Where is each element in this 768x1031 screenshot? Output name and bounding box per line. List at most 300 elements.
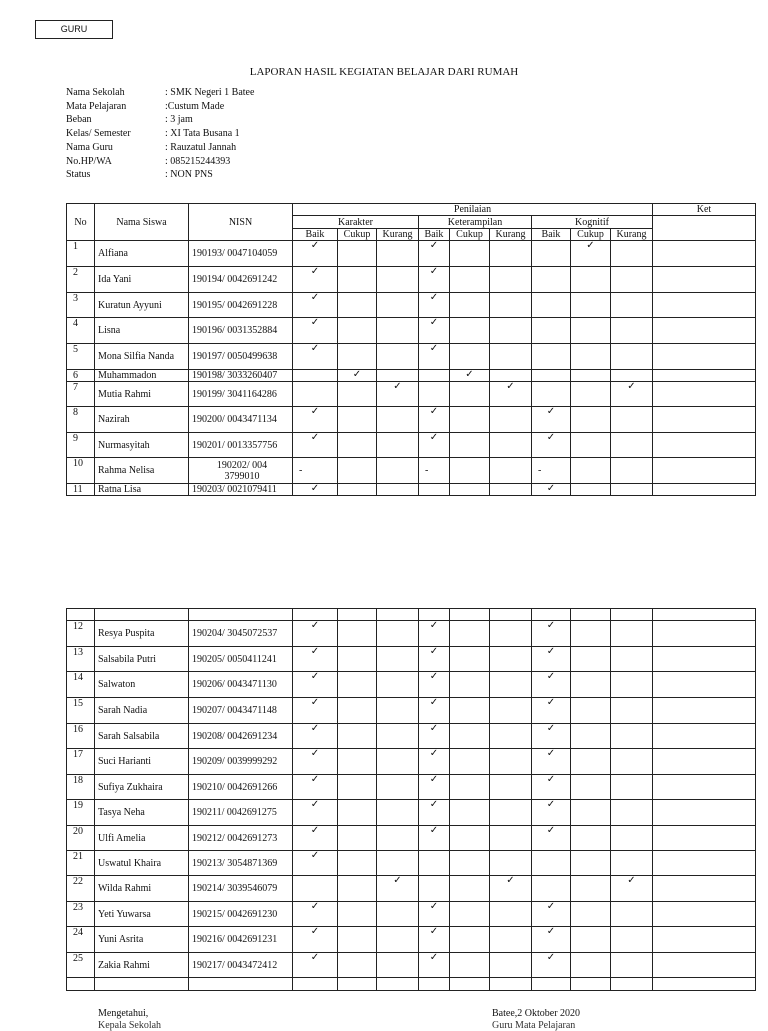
assessment-cell: [450, 724, 490, 749]
student-nisn: 190209/ 0039999292: [189, 749, 293, 775]
check-icon: ✓: [532, 672, 571, 698]
row-number: 20: [67, 826, 95, 851]
table-row: [67, 876, 756, 902]
dash-mark: -: [532, 458, 571, 484]
check-icon: ✓: [419, 698, 450, 724]
check-icon: ✓: [419, 927, 450, 953]
row-number: 9: [67, 433, 95, 458]
check-icon: ✓: [532, 826, 571, 851]
assessment-cell: [338, 851, 377, 876]
student-name: Alfiana: [95, 241, 189, 267]
table-row: [67, 800, 756, 826]
assessment-cell: [377, 621, 419, 647]
assessment-cell: [571, 344, 611, 370]
check-icon: ✓: [532, 927, 571, 953]
assessment-cell: [611, 826, 653, 851]
assessment-cell: [338, 484, 377, 496]
check-icon: ✓: [419, 241, 450, 267]
empty-cell: [571, 609, 611, 621]
assessment-cell: [571, 458, 611, 484]
table-row: [67, 241, 756, 267]
assessment-cell: [571, 484, 611, 496]
assessment-cell: [490, 647, 532, 672]
assessment-cell: [490, 484, 532, 496]
student-nisn: 190208/ 0042691234: [189, 724, 293, 749]
assessment-cell: [611, 370, 653, 382]
ket-cell: [653, 267, 756, 293]
assessment-cell: [532, 241, 571, 267]
check-icon: ✓: [377, 382, 419, 407]
assessment-cell: [490, 672, 532, 698]
row-number: 7: [67, 382, 95, 407]
assessment-cell: [611, 621, 653, 647]
empty-cell: [338, 978, 377, 991]
assessment-cell: [450, 851, 490, 876]
student-name: Zakia Rahmi: [95, 953, 189, 978]
ket-cell: [653, 672, 756, 698]
assessment-cell: [338, 749, 377, 775]
report-title: LAPORAN HASIL KEGIATAN BELAJAR DARI RUMAH: [249, 66, 519, 78]
assessment-cell: [377, 647, 419, 672]
check-icon: ✓: [419, 318, 450, 344]
ket-cell: [653, 902, 756, 927]
assessment-cell: [532, 382, 571, 407]
assessment-cell: [490, 775, 532, 800]
assessment-cell: [611, 953, 653, 978]
assessment-cell: [611, 293, 653, 318]
assessment-cell: [532, 267, 571, 293]
student-nisn: 190207/ 0043471148: [189, 698, 293, 724]
info-row: [66, 141, 254, 155]
check-icon: ✓: [419, 344, 450, 370]
assessment-cell: [450, 484, 490, 496]
empty-cell: [532, 609, 571, 621]
assessment-cell: [450, 267, 490, 293]
check-icon: ✓: [490, 382, 532, 407]
check-icon: ✓: [293, 484, 338, 496]
assessment-cell: [611, 407, 653, 433]
assessment-cell: [377, 484, 419, 496]
assessment-cell: [611, 749, 653, 775]
empty-row: [67, 978, 756, 991]
assessment-cell: [377, 672, 419, 698]
row-number: 6: [67, 370, 95, 382]
assessment-cell: [338, 647, 377, 672]
assessment-cell: [450, 749, 490, 775]
ket-cell: [653, 724, 756, 749]
assessment-cell: [293, 370, 338, 382]
assessment-cell: [571, 775, 611, 800]
table-row: [67, 621, 756, 647]
student-nisn: 190210/ 0042691266: [189, 775, 293, 800]
assessment-cell: [571, 902, 611, 927]
row-number: 21: [67, 851, 95, 876]
assessment-cell: [571, 724, 611, 749]
info-label: Nama Sekolah: [66, 87, 125, 98]
assessment-cell: [338, 775, 377, 800]
assessment-cell: [450, 826, 490, 851]
check-icon: ✓: [532, 953, 571, 978]
table-row: [67, 293, 756, 318]
assessment-cell: [338, 293, 377, 318]
assessment-cell: [490, 698, 532, 724]
empty-cell: [189, 978, 293, 991]
empty-cell: [377, 978, 419, 991]
student-nisn: 190193/ 0047104059: [189, 241, 293, 267]
assessment-cell: [571, 698, 611, 724]
empty-row: [67, 609, 756, 621]
check-icon: ✓: [293, 724, 338, 749]
student-nisn: 190201/ 0013357756: [189, 433, 293, 458]
check-icon: ✓: [532, 902, 571, 927]
check-icon: ✓: [293, 267, 338, 293]
student-name: Sarah Salsabila: [95, 724, 189, 749]
student-nisn: [189, 458, 293, 484]
row-number: 16: [67, 724, 95, 749]
info-row: [66, 155, 254, 169]
student-nisn: 190205/ 0050411241: [189, 647, 293, 672]
header-keterampilan: Keterampilan: [419, 216, 532, 229]
table-row: [67, 433, 756, 458]
assessment-cell: [532, 851, 571, 876]
ket-cell: [653, 826, 756, 851]
check-icon: ✓: [293, 621, 338, 647]
assessment-cell: [611, 800, 653, 826]
assessment-cell: [338, 407, 377, 433]
table-row: [67, 344, 756, 370]
assessment-cell: [490, 241, 532, 267]
student-nisn: 190206/ 0043471130: [189, 672, 293, 698]
header-penilaian: Penilaian: [293, 204, 653, 216]
assessment-cell: [571, 800, 611, 826]
header-level-cukup: Cukup: [571, 229, 611, 241]
empty-cell: [189, 609, 293, 621]
table-row: [67, 672, 756, 698]
check-icon: ✓: [293, 826, 338, 851]
row-number: 1: [67, 241, 95, 267]
assessment-cell: [611, 927, 653, 953]
empty-cell: [95, 609, 189, 621]
header-karakter: Karakter: [293, 216, 419, 229]
header-level-kurang: Kurang: [377, 229, 419, 241]
table-row: [67, 370, 756, 382]
check-icon: ✓: [419, 407, 450, 433]
assessment-cell: [611, 724, 653, 749]
assessment-cell: [490, 267, 532, 293]
check-icon: ✓: [490, 876, 532, 902]
assessment-cell: [377, 344, 419, 370]
assessment-cell: [419, 851, 450, 876]
info-value: :Custum Made: [165, 100, 225, 112]
table-row: [67, 902, 756, 927]
assessment-cell: [419, 484, 450, 496]
dash-mark: -: [419, 458, 450, 484]
ket-cell: [653, 433, 756, 458]
table-row: [67, 851, 756, 876]
empty-cell: [611, 609, 653, 621]
header-no: No: [67, 204, 95, 241]
row-number: 15: [67, 698, 95, 724]
check-icon: ✓: [293, 953, 338, 978]
assessment-cell: [532, 293, 571, 318]
assessment-cell: [571, 826, 611, 851]
footer-principal-cut: Kepala Sekolah: [98, 1020, 162, 1031]
table-row: [67, 647, 756, 672]
assessment-cell: [419, 370, 450, 382]
assessment-cell: [377, 241, 419, 267]
assessment-cell: [338, 800, 377, 826]
assessment-cell: [338, 724, 377, 749]
header-kognitif: Kognitif: [532, 216, 653, 229]
footer-acknowledged: Mengetahui,: [98, 1008, 149, 1019]
assessment-cell: [450, 902, 490, 927]
student-nisn: 190196/ 0031352884: [189, 318, 293, 344]
assessment-cell: [490, 293, 532, 318]
assessment-cell: [571, 621, 611, 647]
empty-cell: [490, 978, 532, 991]
student-nisn: 190198/ 3033260407: [189, 370, 293, 382]
table-row: [67, 267, 756, 293]
assessment-cell: [611, 851, 653, 876]
assessment-cell: [450, 344, 490, 370]
assessment-cell: [338, 267, 377, 293]
row-number: 24: [67, 927, 95, 953]
student-nisn: 190195/ 0042691228: [189, 293, 293, 318]
header-level-baik: Baik: [293, 229, 338, 241]
ket-cell: [653, 241, 756, 267]
assessment-cell: [490, 953, 532, 978]
assessment-cell: [450, 647, 490, 672]
row-number: 2: [67, 267, 95, 293]
assessment-cell: [450, 293, 490, 318]
ket-cell: [653, 775, 756, 800]
assessment-table-part1: [66, 203, 756, 496]
assessment-cell: [377, 724, 419, 749]
assessment-cell: [490, 458, 532, 484]
student-name: Uswatul Khaira: [95, 851, 189, 876]
assessment-cell: [490, 370, 532, 382]
check-icon: ✓: [532, 484, 571, 496]
ket-cell: [653, 484, 756, 496]
ket-cell: [653, 407, 756, 433]
assessment-cell: [611, 672, 653, 698]
assessment-cell: [377, 749, 419, 775]
student-name: Lisna: [95, 318, 189, 344]
check-icon: ✓: [338, 370, 377, 382]
assessment-cell: [450, 433, 490, 458]
assessment-cell: [338, 458, 377, 484]
header-level-kurang: Kurang: [611, 229, 653, 241]
assessment-cell: [532, 344, 571, 370]
row-number: 18: [67, 775, 95, 800]
empty-cell: [490, 609, 532, 621]
assessment-cell: [571, 876, 611, 902]
assessment-cell: [571, 953, 611, 978]
student-name: Yeti Yuwarsa: [95, 902, 189, 927]
assessment-cell: [490, 407, 532, 433]
assessment-cell: [490, 724, 532, 749]
assessment-cell: [450, 241, 490, 267]
check-icon: ✓: [293, 241, 338, 267]
row-number: 4: [67, 318, 95, 344]
ket-cell: [653, 621, 756, 647]
check-icon: ✓: [532, 407, 571, 433]
row-number: 22: [67, 876, 95, 902]
ket-cell: [653, 953, 756, 978]
footer-place-date: Batee,2 Oktober 2020: [492, 1008, 581, 1019]
assessment-cell: [490, 749, 532, 775]
check-icon: ✓: [532, 749, 571, 775]
row-number: 25: [67, 953, 95, 978]
row-number: 10: [67, 458, 95, 484]
assessment-cell: [611, 433, 653, 458]
student-name: Nurmasyitah: [95, 433, 189, 458]
assessment-cell: [338, 902, 377, 927]
check-icon: ✓: [293, 318, 338, 344]
student-name: Sufiya Zukhaira: [95, 775, 189, 800]
assessment-cell: [377, 293, 419, 318]
check-icon: ✓: [532, 647, 571, 672]
assessment-cell: [611, 902, 653, 927]
assessment-cell: [571, 927, 611, 953]
ket-cell: [653, 318, 756, 344]
ket-cell: [653, 370, 756, 382]
assessment-cell: [377, 800, 419, 826]
table-row: [67, 484, 756, 496]
check-icon: ✓: [293, 775, 338, 800]
student-nisn: 190200/ 0043471134: [189, 407, 293, 433]
check-icon: ✓: [419, 724, 450, 749]
check-icon: ✓: [419, 621, 450, 647]
student-nisn: 190197/ 0050499638: [189, 344, 293, 370]
check-icon: ✓: [293, 672, 338, 698]
header-nisn: NISN: [189, 204, 293, 241]
student-name: Suci Harianti: [95, 749, 189, 775]
check-icon: ✓: [419, 647, 450, 672]
assessment-cell: [450, 698, 490, 724]
header-level-baik: Baik: [419, 229, 450, 241]
info-label: Status: [66, 169, 91, 181]
assessment-cell: [611, 647, 653, 672]
table-row: [67, 953, 756, 978]
empty-cell: [532, 978, 571, 991]
assessment-cell: [338, 382, 377, 407]
row-number: 3: [67, 293, 95, 318]
check-icon: ✓: [611, 876, 653, 902]
assessment-cell: [611, 484, 653, 496]
row-number: 12: [67, 621, 95, 647]
check-icon: ✓: [293, 749, 338, 775]
info-label: Kelas/ Semester: [66, 128, 131, 140]
assessment-cell: [377, 851, 419, 876]
student-name: Salwaton: [95, 672, 189, 698]
ket-cell: [653, 344, 756, 370]
assessment-cell: [377, 433, 419, 458]
empty-cell: [67, 978, 95, 991]
assessment-cell: [338, 241, 377, 267]
assessment-cell: [293, 382, 338, 407]
assessment-cell: [377, 698, 419, 724]
row-number: 8: [67, 407, 95, 433]
header-level-cukup: Cukup: [338, 229, 377, 241]
assessment-cell: [377, 775, 419, 800]
info-value: : SMK Negeri 1 Batee: [165, 87, 255, 98]
table-row: [67, 458, 756, 484]
assessment-cell: [611, 267, 653, 293]
assessment-cell: [611, 318, 653, 344]
assessment-cell: [490, 927, 532, 953]
student-nisn: 190217/ 0043472412: [189, 953, 293, 978]
assessment-cell: [490, 433, 532, 458]
ket-cell: [653, 293, 756, 318]
student-name: Tasya Neha: [95, 800, 189, 826]
assessment-cell: [338, 953, 377, 978]
ket-cell: [653, 749, 756, 775]
assessment-cell: [450, 876, 490, 902]
assessment-cell: [377, 407, 419, 433]
student-name: Wilda Rahmi: [95, 876, 189, 902]
check-icon: ✓: [419, 775, 450, 800]
student-nisn: 190214/ 3039546079: [189, 876, 293, 902]
ket-cell: [653, 851, 756, 876]
assessment-cell: [377, 458, 419, 484]
check-icon: ✓: [293, 698, 338, 724]
assessment-cell: [338, 318, 377, 344]
info-value: : 3 jam: [165, 114, 193, 126]
check-icon: ✓: [293, 344, 338, 370]
check-icon: ✓: [293, 851, 338, 876]
check-icon: ✓: [419, 953, 450, 978]
table-row: [67, 698, 756, 724]
check-icon: ✓: [419, 800, 450, 826]
student-nisn: 190216/ 0042691231: [189, 927, 293, 953]
table-row: [67, 407, 756, 433]
empty-cell: [653, 609, 756, 621]
dash-mark: -: [293, 458, 338, 484]
assessment-cell: [532, 876, 571, 902]
empty-cell: [95, 978, 189, 991]
assessment-cell: [419, 382, 450, 407]
ket-cell: [653, 698, 756, 724]
assessment-cell: [338, 672, 377, 698]
assessment-cell: [377, 953, 419, 978]
assessment-cell: [571, 293, 611, 318]
table-row: [67, 749, 756, 775]
assessment-cell: [490, 800, 532, 826]
assessment-cell: [377, 927, 419, 953]
assessment-cell: [571, 672, 611, 698]
assessment-cell: [571, 267, 611, 293]
student-name: Resya Puspita: [95, 621, 189, 647]
student-name: Nazirah: [95, 407, 189, 433]
check-icon: ✓: [293, 927, 338, 953]
info-value: : Rauzatul Jannah: [165, 141, 237, 153]
assessment-cell: [450, 458, 490, 484]
student-nisn: 190212/ 0042691273: [189, 826, 293, 851]
check-icon: ✓: [532, 724, 571, 749]
check-icon: ✓: [293, 902, 338, 927]
assessment-cell: [338, 826, 377, 851]
assessment-cell: [450, 407, 490, 433]
check-icon: ✓: [293, 800, 338, 826]
assessment-cell: [532, 318, 571, 344]
assessment-cell: [571, 851, 611, 876]
student-name: Muhammadon: [95, 370, 189, 382]
assessment-cell: [611, 241, 653, 267]
check-icon: ✓: [293, 433, 338, 458]
empty-cell: [450, 609, 490, 621]
empty-cell: [653, 978, 756, 991]
